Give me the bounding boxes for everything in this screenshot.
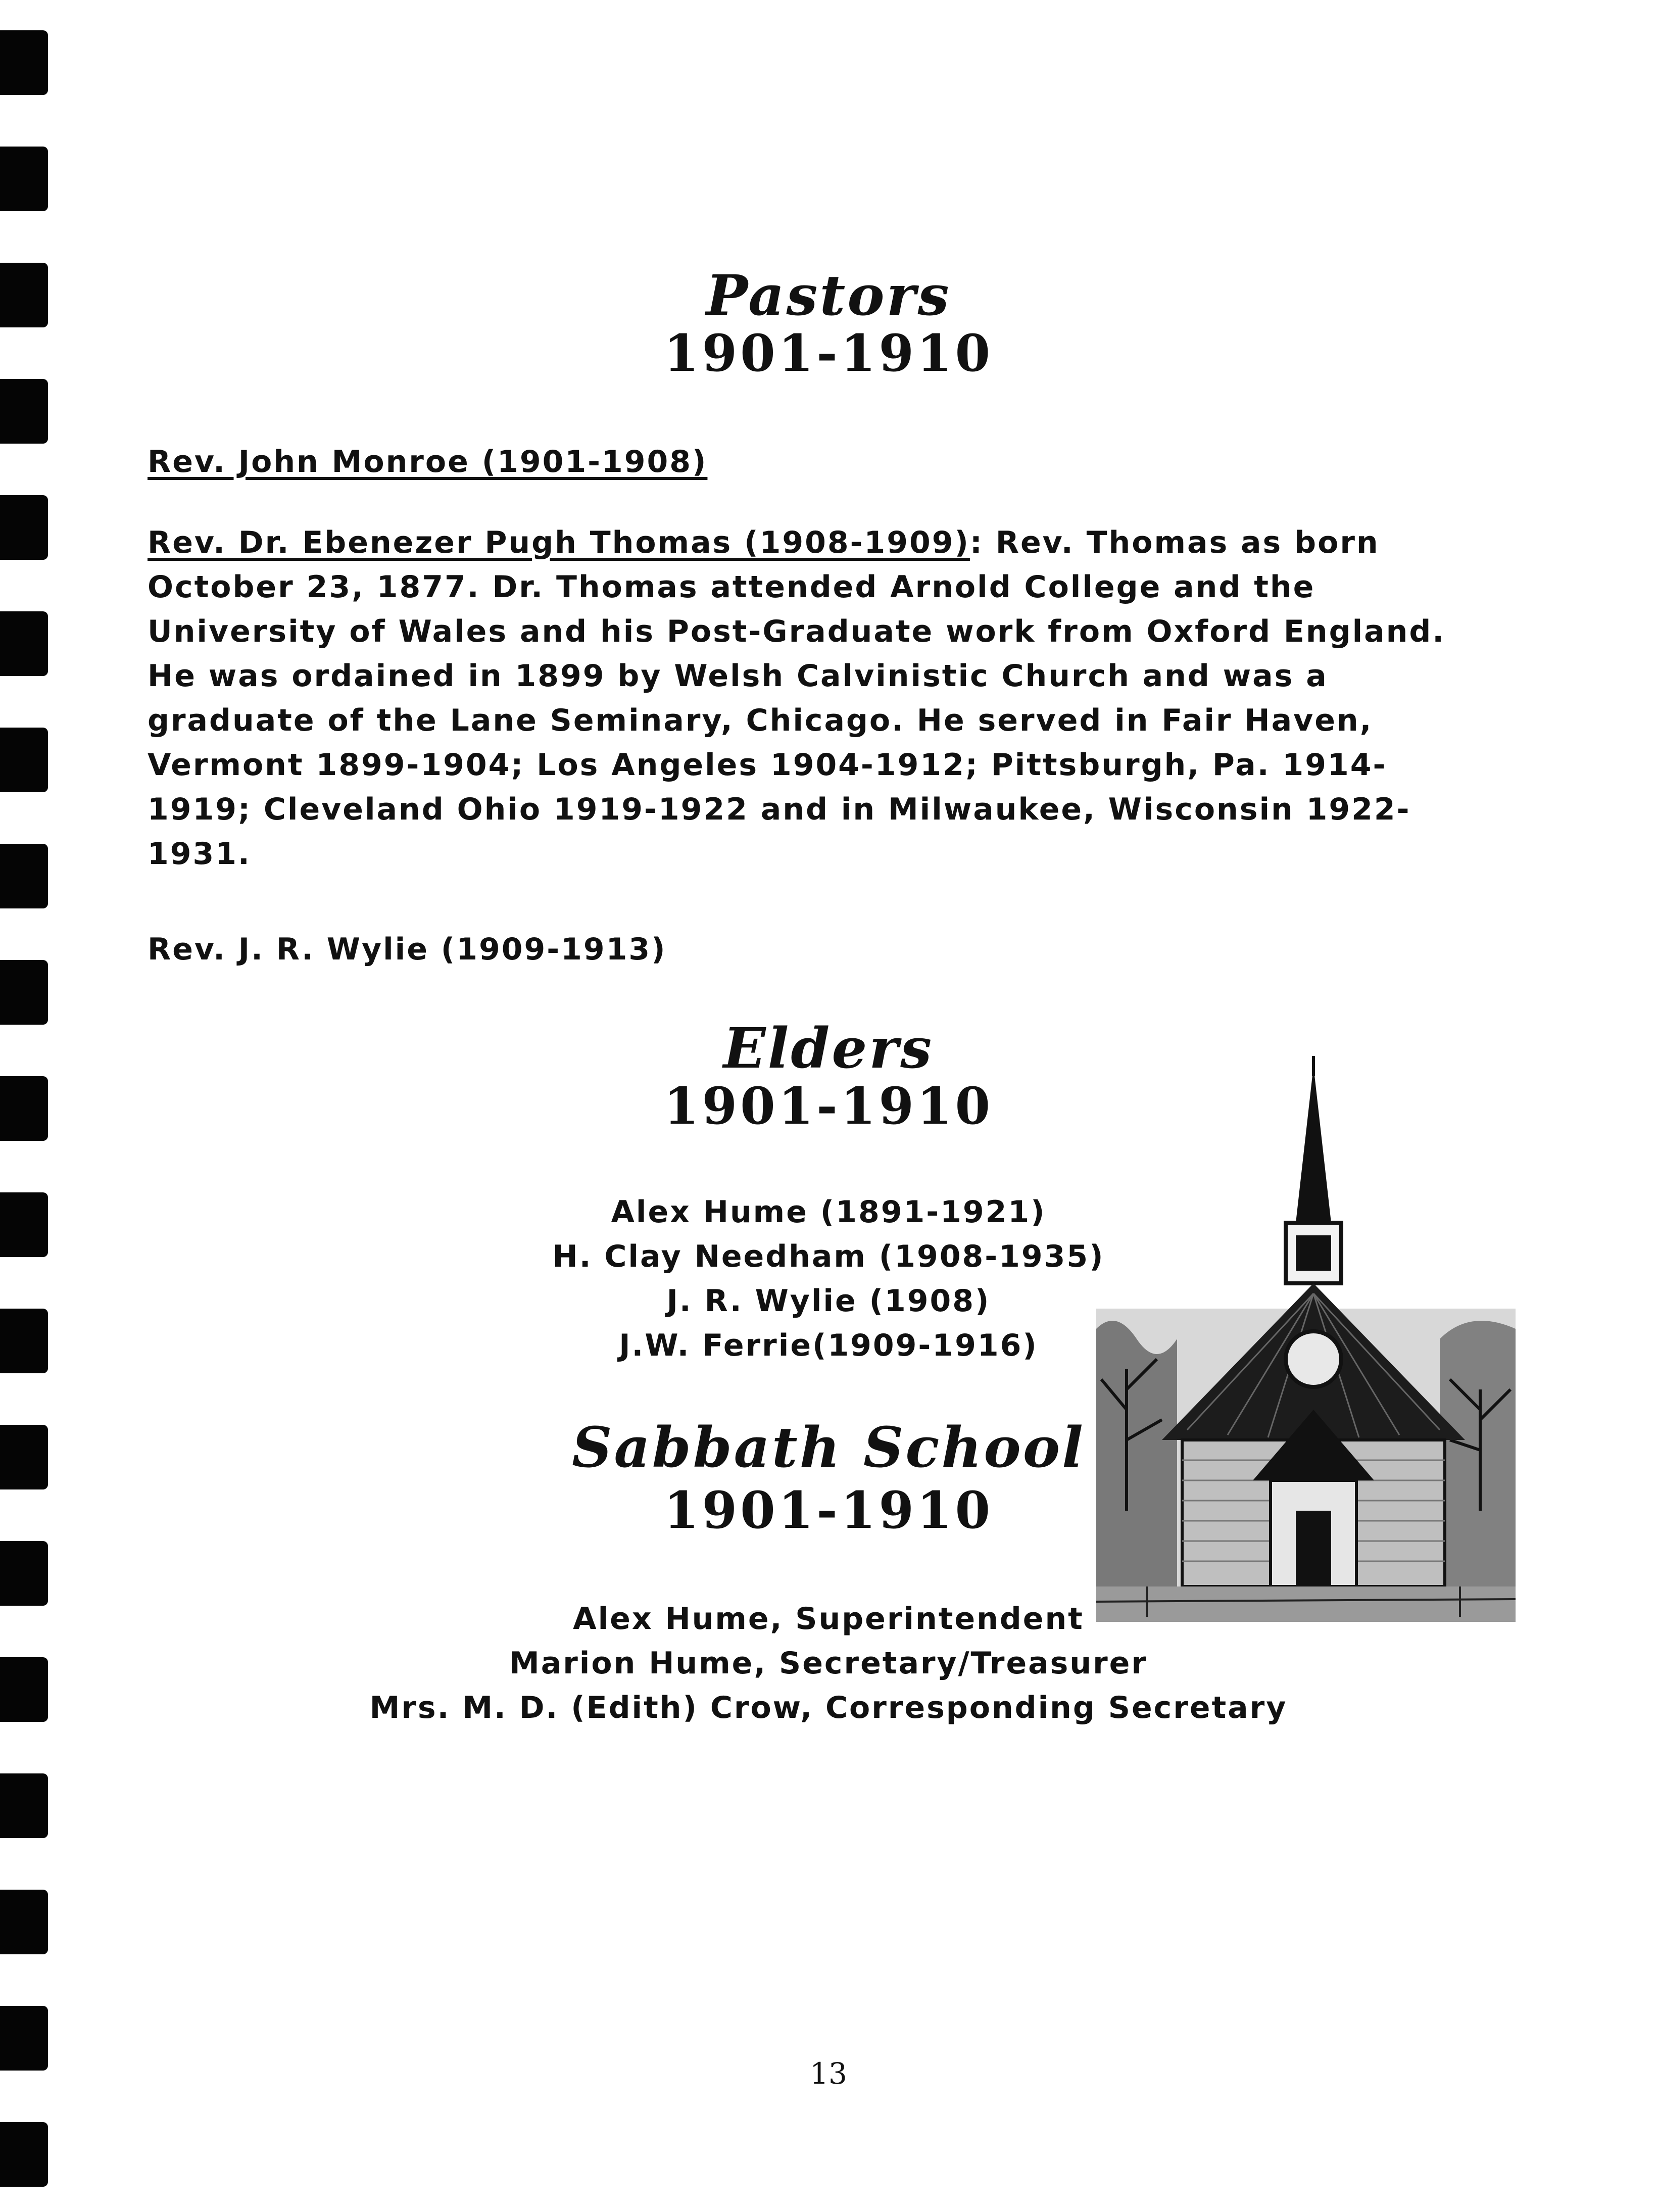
pastors-heading: Pastors [706,263,951,328]
church-illustration [1096,1056,1516,1622]
bio-line: University of Wales and his Post-Graduate work from Oxford England. [148,614,1446,649]
pastor-thomas-bio [148,520,1512,876]
officer-line: Mrs. M. D. (Edith) Crow, Corresponding Secretary [369,1690,1288,1725]
bio-line: graduate of the Lane Seminary, Chicago. He served in Fair Haven, [148,703,1373,738]
sabbath-school-heading: Sabbath School [572,1415,1085,1480]
elder-name: Alex Hume (1891-1921) [611,1194,1046,1230]
officer-line: Marion Hume, Secretary/Treasurer [509,1646,1148,1681]
pastor-thomas-name: Rev. Dr. Ebenezer Pugh Thomas (1908-1909) [148,525,970,560]
elders-years: 1901-1910 [663,1076,994,1136]
pastor-wylie: Rev. J. R. Wylie (1909-1913) [148,932,667,967]
pastor-monroe: Rev. John Monroe (1901-1908) [148,444,708,479]
pastors-years: 1901-1910 [663,323,994,383]
elders-heading: Elders [723,1016,934,1081]
bio-line: He was ordained in 1899 by Welsh Calvinistic Church and was a [148,658,1328,694]
bio-line: Vermont 1899-1904; Los Angeles 1904-1912; Pittsburgh, Pa. 1914- [148,747,1387,783]
sabbath-school-years: 1901-1910 [663,1480,994,1540]
elder-name: J. R. Wylie (1908) [666,1283,991,1319]
officer-line: Alex Hume, Superintendent [573,1601,1084,1637]
bio-line: 1919; Cleveland Ohio 1919-1922 and in Milwaukee, Wisconsin 1922- [148,792,1411,827]
bio-line: October 23, 1877. Dr. Thomas attended Arnold College and the [148,569,1315,605]
page-number: 13 [810,2056,847,2091]
elder-name: H. Clay Needham (1908-1935) [552,1239,1105,1274]
bio-line: : Rev. Thomas as born [969,525,1380,560]
bio-line: 1931. [148,836,251,872]
elder-name: J.W. Ferrie(1909-1916) [619,1328,1038,1363]
